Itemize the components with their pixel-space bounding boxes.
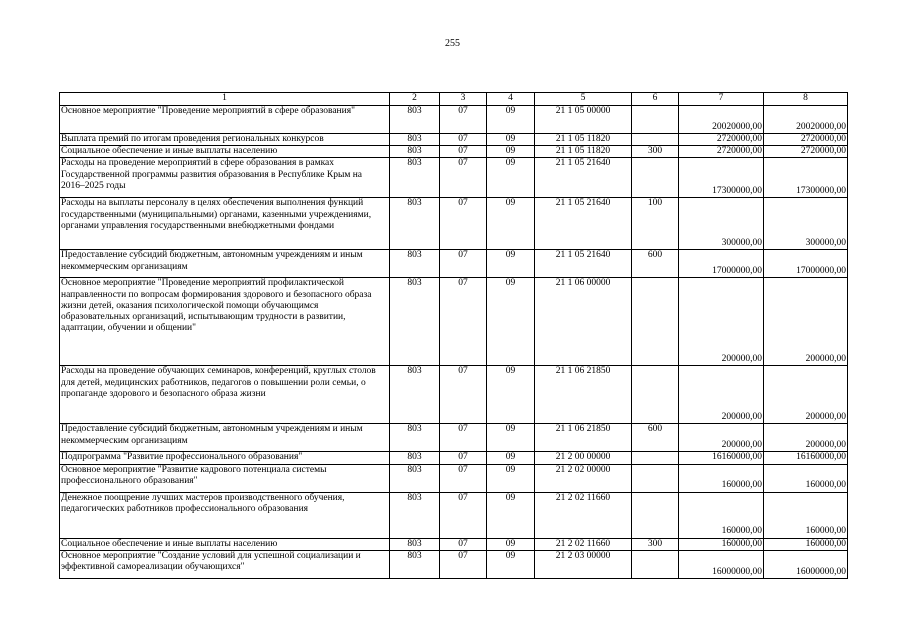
row-rz: 07 xyxy=(440,198,487,250)
table-row xyxy=(60,464,848,492)
row-sum-1: 200000,00 xyxy=(679,366,764,424)
column-header: 1 xyxy=(60,93,390,106)
row-vr xyxy=(632,366,679,424)
row-sum-2: 160000,00 xyxy=(764,492,848,538)
row-vr xyxy=(632,550,679,578)
row-sum-1: 17000000,00 xyxy=(679,250,764,278)
row-sum-2: 160000,00 xyxy=(764,538,848,550)
row-vr xyxy=(632,278,679,366)
row-name: Подпрограмма "Развитие профессионального образования" xyxy=(60,452,390,464)
row-sum-2: 20020000,00 xyxy=(764,106,848,134)
row-vr xyxy=(632,158,679,198)
row-csr: 21 1 05 00000 xyxy=(535,106,632,134)
row-name: Основное мероприятие "Проведение мероприятий в сфере образования" xyxy=(60,106,390,134)
row-name: Расходы на выплаты персоналу в целях обеспечения выполнения функций государственными (муниципальными) органами, казенными учреждениями, органами управления государственными внебюджетными фондами xyxy=(60,198,390,250)
column-header: 2 xyxy=(390,93,440,106)
row-gr: 803 xyxy=(390,424,440,452)
row-csr: 21 1 05 21640 xyxy=(535,250,632,278)
row-csr: 21 1 06 00000 xyxy=(535,278,632,366)
table-row xyxy=(60,278,848,366)
row-vr: 300 xyxy=(632,538,679,550)
row-rz: 07 xyxy=(440,134,487,146)
row-rz: 07 xyxy=(440,452,487,464)
row-gr: 803 xyxy=(390,550,440,578)
row-pr: 09 xyxy=(487,424,535,452)
row-name: Социальное обеспечение и иные выплаты населению xyxy=(60,146,390,158)
row-pr: 09 xyxy=(487,106,535,134)
row-csr: 21 1 05 21640 xyxy=(535,158,632,198)
row-gr: 803 xyxy=(390,452,440,464)
row-pr: 09 xyxy=(487,452,535,464)
table-row xyxy=(60,492,848,538)
row-sum-2: 16160000,00 xyxy=(764,452,848,464)
row-csr: 21 2 00 00000 xyxy=(535,452,632,464)
row-name: Выплата премий по итогам проведения региональных конкурсов xyxy=(60,134,390,146)
row-pr: 09 xyxy=(487,198,535,250)
row-rz: 07 xyxy=(440,492,487,538)
row-pr: 09 xyxy=(487,158,535,198)
table-row xyxy=(60,158,848,198)
row-pr: 09 xyxy=(487,538,535,550)
column-header: 5 xyxy=(535,93,632,106)
row-name: Расходы на проведение мероприятий в сфере образования в рамках Государственной программы развития образования в Республике Крым на 2016–2025 годы xyxy=(60,158,390,198)
column-header: 8 xyxy=(764,93,848,106)
row-vr: 300 xyxy=(632,146,679,158)
row-pr: 09 xyxy=(487,134,535,146)
row-pr: 09 xyxy=(487,550,535,578)
table-header-row xyxy=(60,93,848,106)
row-csr: 21 2 02 11660 xyxy=(535,492,632,538)
row-csr: 21 1 06 21850 xyxy=(535,424,632,452)
row-pr: 09 xyxy=(487,146,535,158)
row-vr xyxy=(632,464,679,492)
row-csr: 21 2 03 00000 xyxy=(535,550,632,578)
row-csr: 21 1 05 11820 xyxy=(535,146,632,158)
row-gr: 803 xyxy=(390,492,440,538)
row-gr: 803 xyxy=(390,158,440,198)
row-sum-2: 16000000,00 xyxy=(764,550,848,578)
row-name: Предоставление субсидий бюджетным, автономным учреждениям и иным некоммерческим организациям xyxy=(60,250,390,278)
row-vr: 600 xyxy=(632,250,679,278)
row-rz: 07 xyxy=(440,146,487,158)
column-header: 6 xyxy=(632,93,679,106)
row-rz: 07 xyxy=(440,278,487,366)
table-row xyxy=(60,146,848,158)
row-pr: 09 xyxy=(487,250,535,278)
row-rz: 07 xyxy=(440,366,487,424)
row-rz: 07 xyxy=(440,464,487,492)
row-csr: 21 2 02 11660 xyxy=(535,538,632,550)
row-rz: 07 xyxy=(440,250,487,278)
column-header: 3 xyxy=(440,93,487,106)
row-vr: 600 xyxy=(632,424,679,452)
row-gr: 803 xyxy=(390,464,440,492)
row-gr: 803 xyxy=(390,198,440,250)
table-row xyxy=(60,198,848,250)
row-vr xyxy=(632,134,679,146)
row-gr: 803 xyxy=(390,106,440,134)
row-sum-1: 160000,00 xyxy=(679,492,764,538)
row-sum-1: 20020000,00 xyxy=(679,106,764,134)
row-csr: 21 1 05 21640 xyxy=(535,198,632,250)
row-sum-1: 200000,00 xyxy=(679,424,764,452)
row-sum-1: 17300000,00 xyxy=(679,158,764,198)
row-sum-1: 2720000,00 xyxy=(679,146,764,158)
row-vr xyxy=(632,106,679,134)
page-number: 255 xyxy=(445,38,460,49)
row-name: Предоставление субсидий бюджетным, автономным учреждениям и иным некоммерческим организациям xyxy=(60,424,390,452)
row-gr: 803 xyxy=(390,146,440,158)
row-pr: 09 xyxy=(487,492,535,538)
row-csr: 21 1 06 21850 xyxy=(535,366,632,424)
row-gr: 803 xyxy=(390,278,440,366)
row-sum-2: 200000,00 xyxy=(764,278,848,366)
table-row xyxy=(60,106,848,134)
table-row xyxy=(60,538,848,550)
row-sum-2: 17000000,00 xyxy=(764,250,848,278)
row-sum-2: 2720000,00 xyxy=(764,134,848,146)
row-sum-1: 160000,00 xyxy=(679,464,764,492)
table-row xyxy=(60,366,848,424)
row-csr: 21 1 05 11820 xyxy=(535,134,632,146)
row-name: Социальное обеспечение и иные выплаты населению xyxy=(60,538,390,550)
row-rz: 07 xyxy=(440,106,487,134)
row-rz: 07 xyxy=(440,158,487,198)
row-sum-2: 2720000,00 xyxy=(764,146,848,158)
row-pr: 09 xyxy=(487,278,535,366)
row-name: Основное мероприятие "Развитие кадрового потенциала системы профессионального образования" xyxy=(60,464,390,492)
table-row xyxy=(60,250,848,278)
row-sum-2: 300000,00 xyxy=(764,198,848,250)
row-sum-1: 300000,00 xyxy=(679,198,764,250)
column-header: 7 xyxy=(679,93,764,106)
row-name: Денежное поощрение лучших мастеров производственного обучения, педагогических работников профессионального образования xyxy=(60,492,390,538)
row-sum-2: 200000,00 xyxy=(764,366,848,424)
row-name: Расходы на проведение обучающих семинаров, конференций, круглых столов для детей, медицинских работников, педагогов о повышении роли семьи, о пропаганде здорового и безопасного образа жизни xyxy=(60,366,390,424)
row-rz: 07 xyxy=(440,538,487,550)
row-vr xyxy=(632,492,679,538)
row-rz: 07 xyxy=(440,550,487,578)
row-pr: 09 xyxy=(487,366,535,424)
column-header: 4 xyxy=(487,93,535,106)
row-gr: 803 xyxy=(390,538,440,550)
row-name: Основное мероприятие "Создание условий для успешной социализации и эффективной самореализации обучающихся" xyxy=(60,550,390,578)
row-name: Основное мероприятие "Проведение мероприятий профилактической направленности по вопросам формирования здорового и безопасного образа жизни детей, оказания психологической помощи обучающимся образовательных организаций, испытывающим трудности в развитии, адаптации, обучении и общении" xyxy=(60,278,390,366)
row-sum-1: 2720000,00 xyxy=(679,134,764,146)
row-sum-1: 16160000,00 xyxy=(679,452,764,464)
row-csr: 21 2 02 00000 xyxy=(535,464,632,492)
row-vr: 100 xyxy=(632,198,679,250)
table-row xyxy=(60,550,848,578)
row-rz: 07 xyxy=(440,424,487,452)
row-gr: 803 xyxy=(390,250,440,278)
table-row xyxy=(60,452,848,464)
row-vr xyxy=(632,452,679,464)
row-gr: 803 xyxy=(390,134,440,146)
table-row xyxy=(60,424,848,452)
row-sum-2: 160000,00 xyxy=(764,464,848,492)
row-sum-2: 17300000,00 xyxy=(764,158,848,198)
budget-table xyxy=(59,92,848,579)
row-gr: 803 xyxy=(390,366,440,424)
row-pr: 09 xyxy=(487,464,535,492)
row-sum-1: 16000000,00 xyxy=(679,550,764,578)
row-sum-2: 200000,00 xyxy=(764,424,848,452)
row-sum-1: 200000,00 xyxy=(679,278,764,366)
row-sum-1: 160000,00 xyxy=(679,538,764,550)
table-row xyxy=(60,134,848,146)
